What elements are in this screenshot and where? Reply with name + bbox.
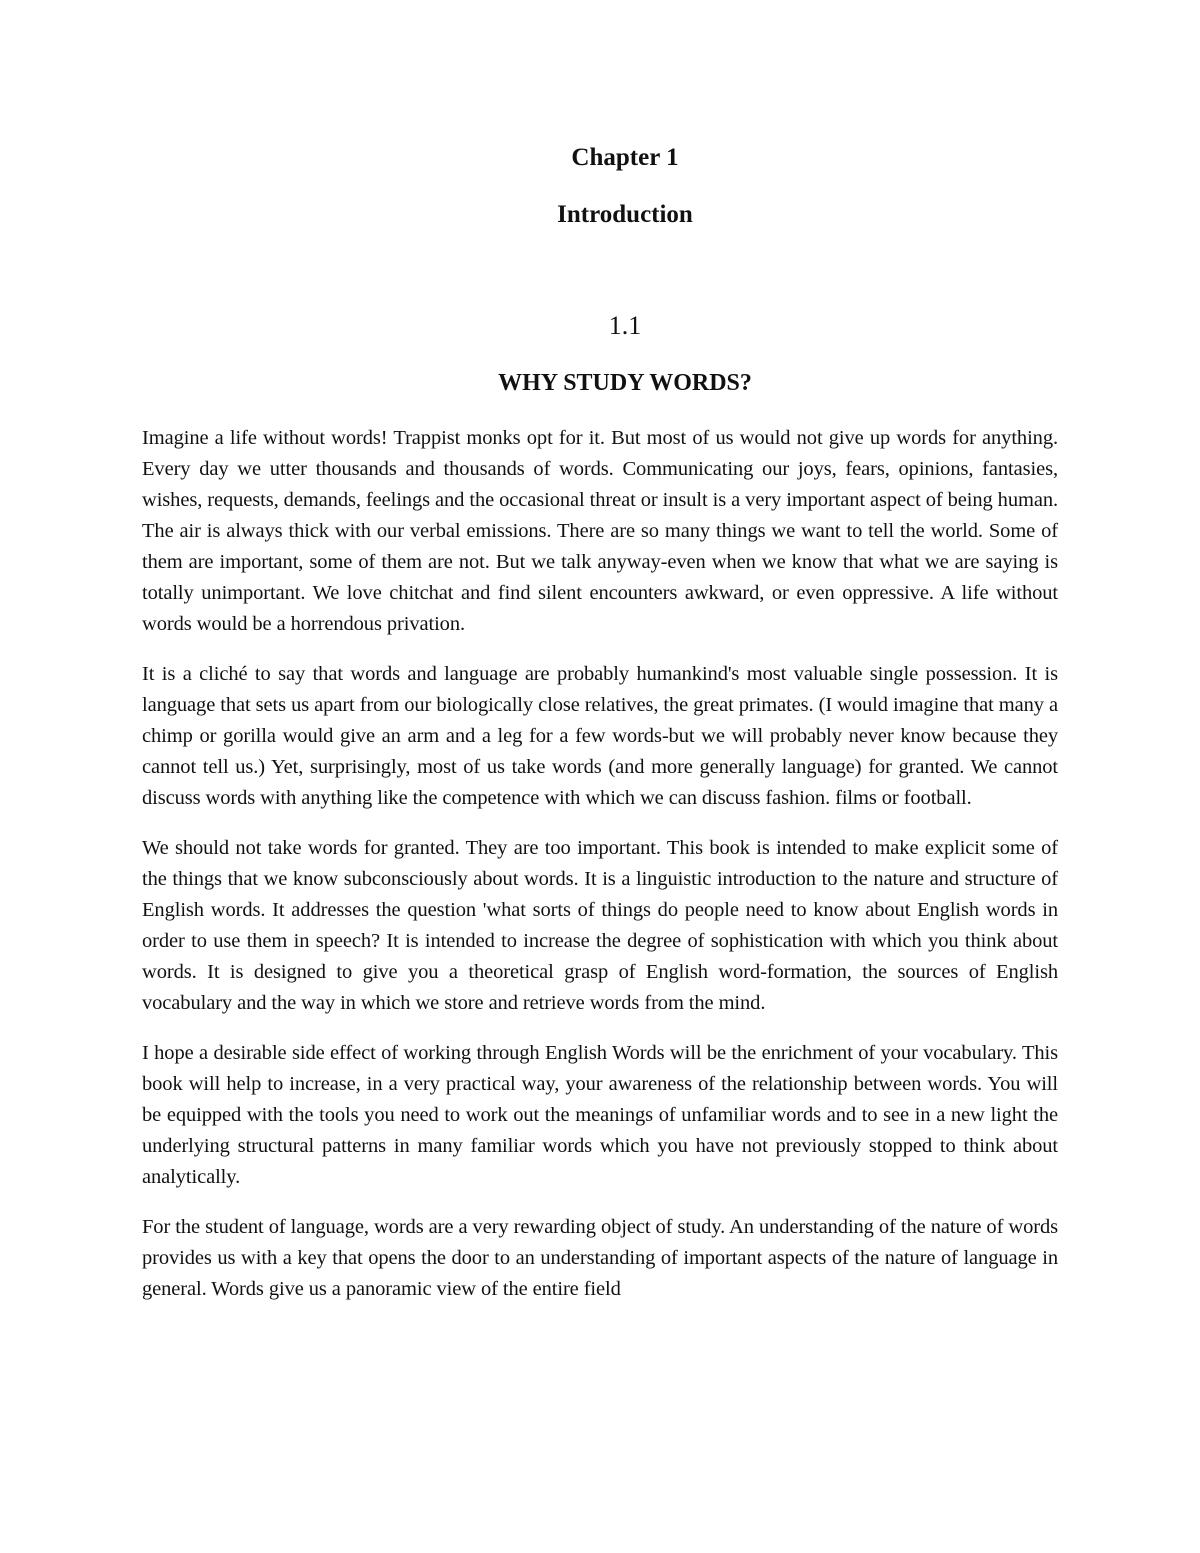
paragraph: Imagine a life without words! Trappist monks opt for it. But most of us would not give up words for anything. Every day we utter thousands and thousands of words. Communicating our joys, fears, opinions, fantasies, wishes, requests, demands, feelings and the occasional threat or insult is a very important aspect of being human. The air is always thick with our verbal emissions. There are so many things we want to tell the world. Some of them are important, some of them are not. But we talk anyway-even when we know that what we are saying is totally unimportant. We love chitchat and find silent encounters awkward, or even oppressive. A life without words would be a horrendous privation. [142,427,1058,635]
body-text [142,423,1058,1305]
chapter-title: Introduction [557,201,693,228]
paragraph: It is a cliché to say that words and language are probably humankind's most valuable single possession. It is language that sets us apart from our biologically close relatives, the great primates. (I would imagine that many a chimp or gorilla would give an arm and a leg for a few words-but we will probably never know because they cannot tell us.) Yet, surprisingly, most of us take words (and more generally language) for granted. We cannot discuss words with anything like the competence with which we can discuss fashion. films or football. [142,663,1058,809]
chapter-label: Chapter 1 [571,144,679,171]
section-number: 1.1 [608,311,642,340]
paragraph: We should not take words for granted. They are too important. This book is intended to make explicit some of the things that we know subconsciously about words. It is a linguistic introduction to the nature and structure of English words. It addresses the question 'what sorts of things do people need to know about English words in order to use them in speech? It is intended to increase the degree of sophistication with which you think about words. It is designed to give you a theoretical grasp of English word-formation, the sources of English vocabulary and the way in which we store and retrieve words from the mind. [142,837,1058,1014]
section-title: WHY STUDY WORDS? [498,370,752,396]
paragraph: I hope a desirable side effect of working through English Words will be the enrichment of your vocabulary. This book will help to increase, in a very practical way, your awareness of the relationship between words. You will be equipped with the tools you need to work out the meanings of unfamiliar words and to see in a new light the underlying structural patterns in many familiar words which you have not previously stopped to think about analytically. [142,1042,1058,1188]
paragraph: For the student of language, words are a very rewarding object of study. An understanding of the nature of words provides us with a key that opens the door to an understanding of important aspects of the nature of language in general. Words give us a panoramic view of the entire field [142,1216,1058,1300]
